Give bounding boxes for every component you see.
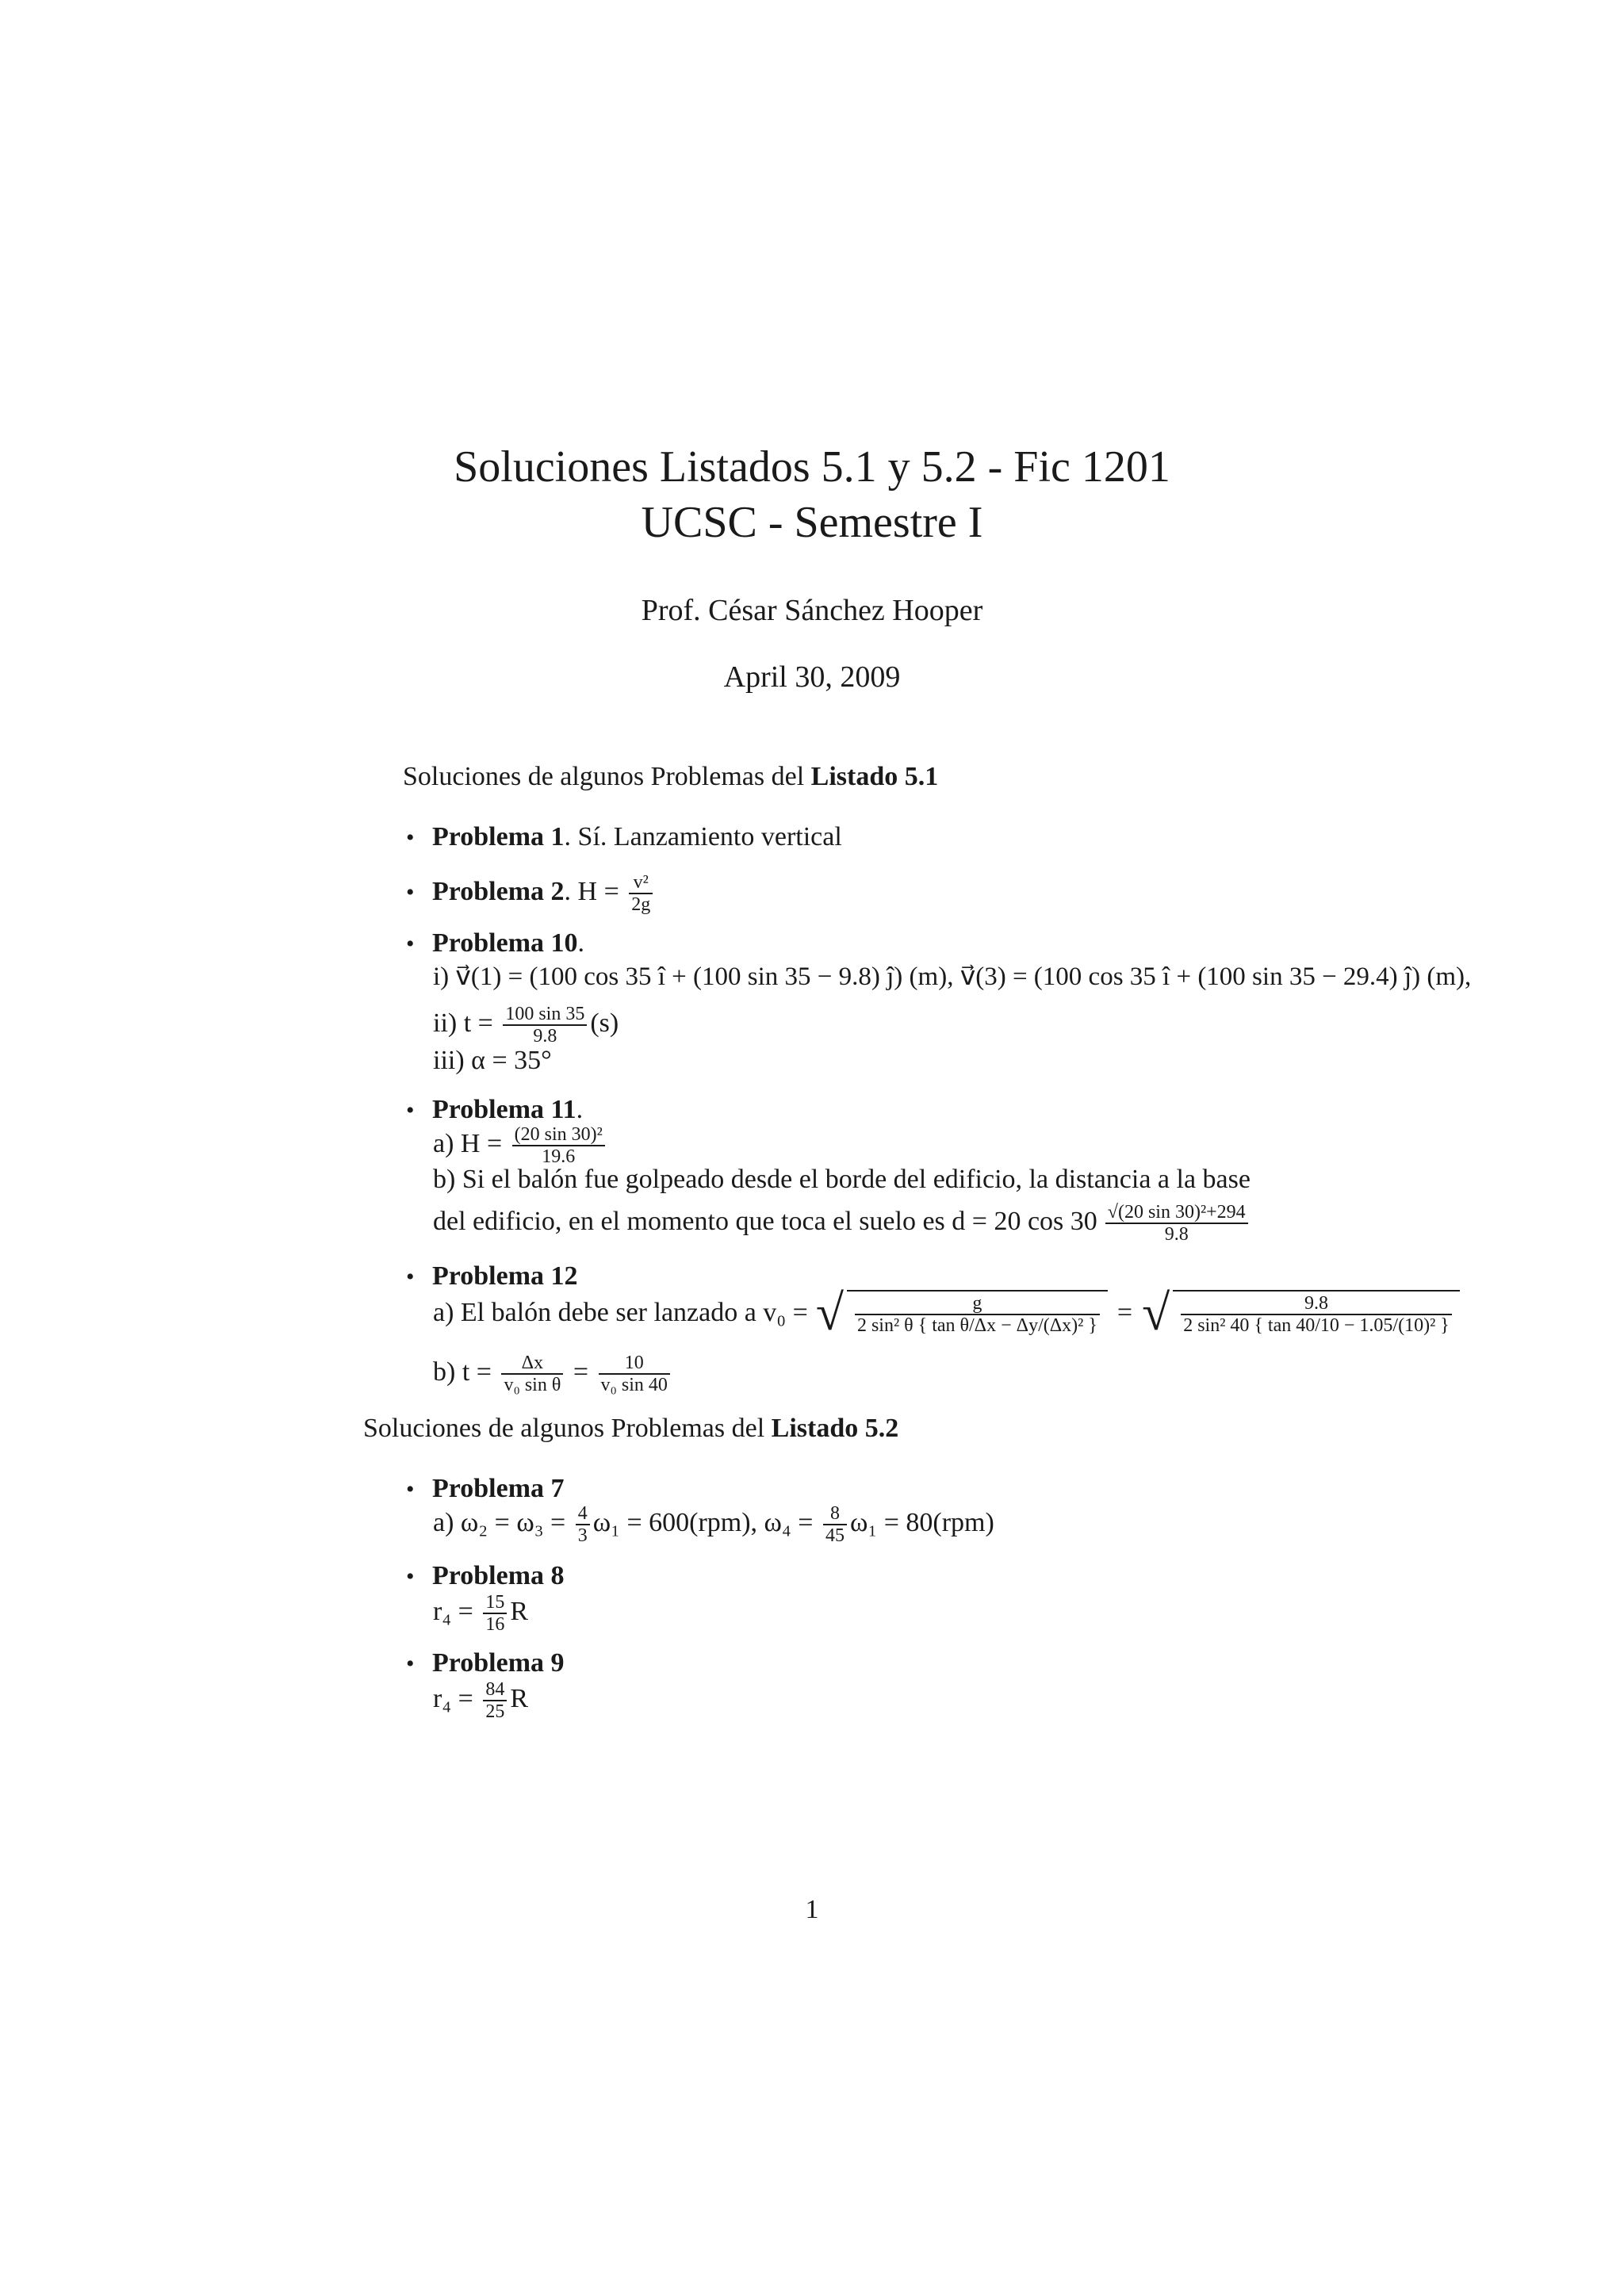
bullet-icon: •: [406, 878, 415, 905]
section-1-heading: Soluciones de algunos Problemas del Listado 5.1: [403, 762, 939, 791]
date: April 30, 2009: [723, 660, 901, 694]
title-line-2: UCSC - Semestre I: [641, 498, 983, 547]
problem-1-text: . Sí. Lanzamiento vertical: [564, 822, 842, 851]
bullet-icon: •: [406, 1651, 415, 1677]
bullet-icon: •: [406, 825, 415, 851]
problem-2-label: Problema 2: [432, 876, 565, 906]
bullet-icon: •: [406, 1476, 415, 1502]
section-2-heading: Soluciones de algunos Problemas del Listado 5.2: [363, 1414, 899, 1443]
problem-8: [406, 1559, 565, 1594]
problem-2-fraction: $\frac{\text{v²}}{2g}$: [629, 872, 653, 915]
problem-9-line: r₄ = $\frac{84}{25}$ R: [433, 1679, 529, 1722]
problem-12-line-a: a) El balón debe ser lanzado a v₀ = √ $\frac{g}{\text{2 sin² θ \{ tan θ/Δx − Δy/(Δx)² \}}}$ = √ $\frac{9.8}{\text{2 sin² 40 \{ tan 40/10 − 1.05/(10)² \}}}$: [433, 1281, 1460, 1345]
problem-10-line-i: i) v⃗(1) = (100 cos 35 î + (100 sin 35 − 9.8) ĵ) (m), v⃗(3) = (100 cos 35 î + (100 sin 35 − 29.4) ĵ) (m),: [433, 962, 1472, 991]
problem-10-label: Problema 10: [432, 928, 578, 958]
problem-11-line-a: a) H = $\frac{\text{(20 sin 30)²}}{19.6}$: [433, 1124, 608, 1167]
problem-12-line-b: b) t = $\frac{\Delta x}{\text{v₀ sin θ}}$ = $\frac{10}{\text{v₀ sin 40}}$: [433, 1353, 673, 1395]
problem-10-line-ii: ii) t = $\frac{100 \sin 35}{9.8}$ (s): [433, 1004, 619, 1047]
problem-1: [406, 820, 842, 855]
problem-8-label: Problema 8: [432, 1561, 565, 1590]
problem-10: • Problema 10.: [406, 928, 585, 958]
bullet-icon: •: [406, 1563, 415, 1590]
problem-10-line-iii: iii) α = 35°: [433, 1046, 552, 1075]
problem-11-label: Problema 11: [432, 1095, 576, 1124]
problem-11-line-b1: b) Si el balón fue golpeado desde el borde del edificio, la distancia a la base: [433, 1165, 1251, 1194]
title-line-1: Soluciones Listados 5.1 y 5.2 - Fic 1201: [454, 442, 1170, 492]
problem-2: • Problema 2. H = $\frac{\text{v²}}{2g}$: [406, 872, 656, 915]
bullet-icon: •: [406, 1264, 415, 1290]
sqrt-sign: √: [1142, 1284, 1170, 1341]
problem-8-line: r₄ = $\frac{15}{16}$ R: [433, 1592, 529, 1635]
problem-1-label: Problema 1: [432, 822, 565, 851]
problem-11-line-b2: del edificio, en el momento que toca el suelo es d = 20 cos 30 $\frac{\text{√(20 sin 30)²+294}}{9.8}$: [433, 1202, 1251, 1245]
author: Prof. César Sánchez Hooper: [641, 594, 983, 627]
sqrt-sign: √: [815, 1284, 844, 1341]
page-number: 1: [805, 1895, 819, 1924]
problem-7-label: Problema 7: [432, 1474, 565, 1503]
problem-9: [406, 1646, 565, 1682]
problem-12-label: Problema 12: [432, 1261, 578, 1291]
problem-7: [406, 1471, 565, 1507]
problem-11: • Problema 11.: [406, 1095, 584, 1124]
problem-7-line-a: a) ω₂ = ω₃ = $\frac{4}{3}$ ω₁ = 600(rpm), ω₄ = $\frac{8}{45}$ ω₁ = 80(rpm): [433, 1503, 994, 1546]
bullet-icon: •: [406, 1097, 415, 1123]
bullet-icon: •: [406, 931, 415, 957]
problem-9-label: Problema 9: [432, 1648, 565, 1678]
